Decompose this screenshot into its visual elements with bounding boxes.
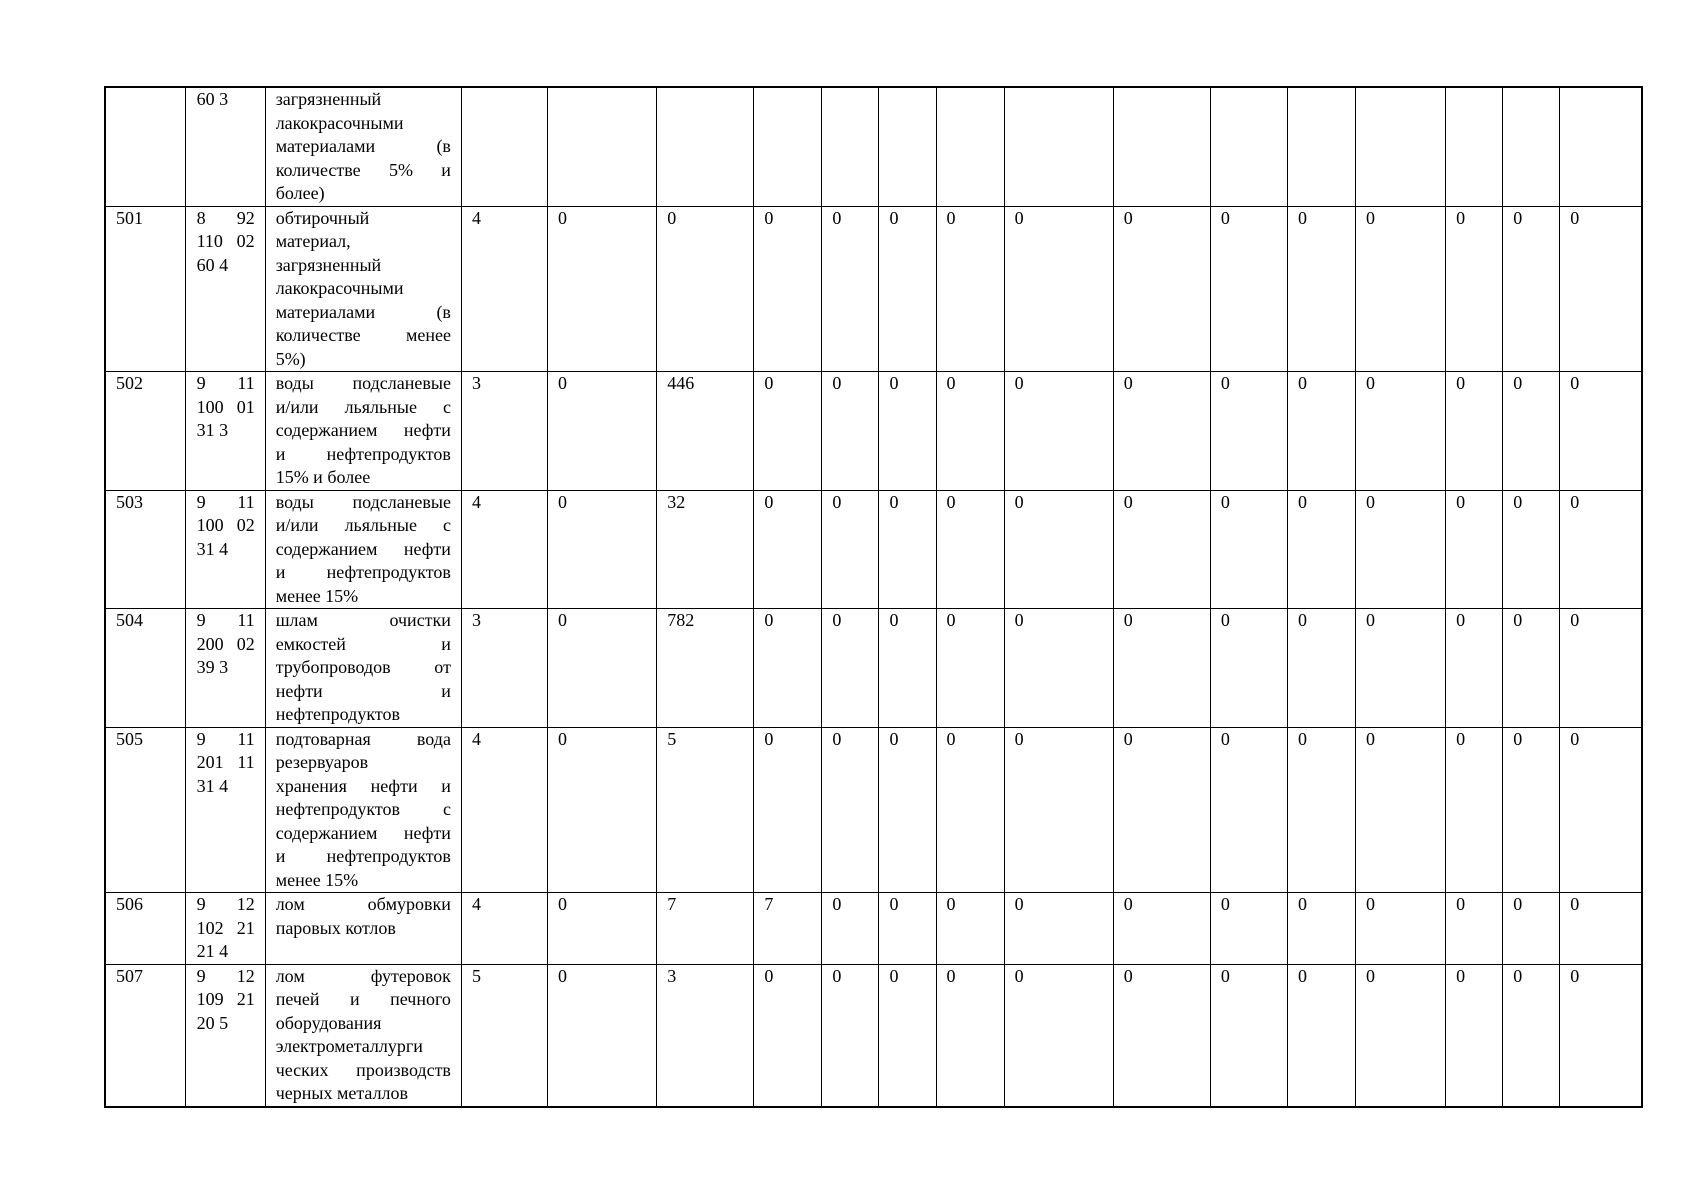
value-cell: 782 — [657, 609, 754, 728]
table-row — [105, 206, 1642, 372]
value-cell: 446 — [657, 372, 754, 491]
waste-name-line: лакокрасочными — [275, 278, 404, 298]
waste-name-cell — [265, 964, 461, 1107]
value-cell: 0 — [1004, 727, 1113, 893]
value-cell: 0 — [1356, 490, 1446, 609]
waste-name-line: 5%) — [275, 348, 306, 369]
value-cell — [1356, 87, 1446, 206]
waste-name-line: оборудования — [275, 1012, 382, 1033]
value-cell: 0 — [754, 206, 822, 372]
value-cell: 0 — [1287, 372, 1355, 491]
value-cell: 0 — [1503, 609, 1560, 728]
waste-name-line: материалами (в — [275, 301, 451, 322]
value-cell: 0 — [1446, 372, 1503, 491]
waste-name-cell — [265, 490, 461, 609]
value-cell: 0 — [1356, 372, 1446, 491]
value-cell: 0 — [1503, 490, 1560, 609]
value-cell: 0 — [754, 609, 822, 728]
waste-name-line: нефтепродуктов с — [275, 799, 451, 819]
value-cell — [879, 87, 936, 206]
waste-name-line: паровых котлов — [275, 917, 396, 938]
value-cell — [1560, 87, 1642, 206]
value-cell: 0 — [754, 490, 822, 609]
row-number-cell: 505 — [105, 727, 185, 893]
value-cell: 0 — [1113, 727, 1210, 893]
table-row — [105, 964, 1642, 1107]
row-number-cell: 507 — [105, 964, 185, 1107]
waste-name-line: лом обмуровки — [275, 894, 451, 914]
value-cell: 0 — [1503, 893, 1560, 965]
value-cell: 0 — [1210, 372, 1287, 491]
waste-code-line: 200 02 — [196, 633, 255, 654]
waste-name-line: лом футеровок — [275, 965, 451, 986]
waste-name-line: электрометаллурги — [275, 1036, 423, 1056]
waste-name-line: материалами (в — [275, 136, 451, 156]
waste-code-cell — [185, 490, 265, 609]
value-cell: 0 — [1287, 893, 1355, 965]
value-cell: 0 — [936, 206, 1004, 372]
hazard-class-cell: 3 — [461, 609, 547, 728]
value-cell: 0 — [548, 372, 657, 491]
value-cell: 0 — [1503, 206, 1560, 372]
value-cell: 0 — [822, 609, 879, 728]
value-cell: 0 — [1287, 727, 1355, 893]
value-cell — [1004, 87, 1113, 206]
table-row — [105, 609, 1642, 728]
value-cell — [1113, 87, 1210, 206]
waste-name-line: и нефтепродуктов — [275, 846, 451, 866]
waste-name-line: количестве 5% и — [275, 159, 451, 180]
value-cell: 0 — [548, 727, 657, 893]
value-cell: 0 — [1287, 609, 1355, 728]
waste-name-cell — [265, 206, 461, 372]
waste-name-line: менее 15% — [275, 869, 359, 890]
waste-name-line: содержанием нефти — [275, 538, 451, 559]
value-cell: 0 — [936, 964, 1004, 1107]
value-cell: 0 — [1287, 964, 1355, 1107]
value-cell: 32 — [657, 490, 754, 609]
value-cell: 0 — [754, 964, 822, 1107]
value-cell: 0 — [1210, 206, 1287, 372]
value-cell: 0 — [1004, 609, 1113, 728]
hazard-class-cell: 4 — [461, 490, 547, 609]
value-cell: 0 — [1287, 206, 1355, 372]
value-cell: 0 — [754, 727, 822, 893]
table-row — [105, 87, 1642, 206]
value-cell: 0 — [1356, 609, 1446, 728]
value-cell: 0 — [879, 609, 936, 728]
value-cell: 0 — [1446, 727, 1503, 893]
value-cell: 0 — [1210, 893, 1287, 965]
value-cell: 0 — [1446, 964, 1503, 1107]
waste-name-cell — [265, 87, 461, 206]
value-cell: 0 — [822, 490, 879, 609]
value-cell: 0 — [1446, 490, 1503, 609]
value-cell: 0 — [548, 964, 657, 1107]
waste-name-line: и/или льяльные с — [275, 515, 451, 535]
value-cell: 0 — [1113, 609, 1210, 728]
hazard-class-cell: 4 — [461, 206, 547, 372]
waste-name-line: воды подсланевые — [275, 491, 451, 512]
value-cell: 0 — [1004, 206, 1113, 372]
value-cell: 0 — [1560, 206, 1642, 372]
hazard-class-cell: 5 — [461, 964, 547, 1107]
value-cell: 0 — [822, 964, 879, 1107]
waste-name-cell — [265, 609, 461, 728]
waste-name-line: хранения нефти и — [275, 775, 451, 796]
waste-name-line: печей и печного — [275, 989, 451, 1009]
waste-code-line: 100 01 — [196, 396, 255, 417]
waste-name-line: подтоварная вода — [275, 728, 451, 749]
waste-name-line: обтирочный — [275, 207, 370, 228]
value-cell: 0 — [1113, 372, 1210, 491]
waste-name-line: воды подсланевые — [275, 373, 451, 393]
value-cell: 0 — [879, 206, 936, 372]
value-cell: 0 — [1210, 964, 1287, 1107]
waste-name-line: ческих производств — [275, 1059, 451, 1080]
row-number-cell: 503 — [105, 490, 185, 609]
waste-name-line: резервуаров — [275, 752, 369, 772]
waste-code-line: 110 02 — [196, 231, 255, 251]
value-cell — [754, 87, 822, 206]
value-cell: 0 — [1113, 893, 1210, 965]
value-cell: 0 — [1210, 490, 1287, 609]
waste-code-line: 8 92 — [196, 207, 255, 228]
waste-code-line: 100 02 — [196, 515, 255, 535]
value-cell: 0 — [936, 609, 1004, 728]
waste-name-cell — [265, 727, 461, 893]
waste-code-line: 20 5 — [196, 1012, 229, 1033]
waste-code-line: 9 12 — [196, 894, 255, 914]
value-cell: 0 — [1356, 964, 1446, 1107]
value-cell: 0 — [879, 372, 936, 491]
waste-name-line: черных металлов — [275, 1083, 409, 1103]
waste-name-line: шлам очистки — [275, 610, 451, 630]
waste-code-line: 60 3 — [196, 89, 229, 109]
waste-code-line: 9 11 — [196, 373, 255, 393]
value-cell: 0 — [879, 893, 936, 965]
waste-code-cell — [185, 727, 265, 893]
value-cell: 0 — [1210, 609, 1287, 728]
waste-code-cell — [185, 372, 265, 491]
value-cell: 0 — [548, 893, 657, 965]
value-cell: 0 — [1113, 206, 1210, 372]
waste-name-line: более) — [275, 183, 325, 203]
value-cell: 5 — [657, 727, 754, 893]
value-cell: 0 — [1560, 893, 1642, 965]
waste-name-line: загрязненный — [275, 254, 382, 275]
waste-name-line: и нефтепродуктов — [275, 443, 451, 464]
value-cell — [1287, 87, 1355, 206]
value-cell — [1446, 87, 1503, 206]
waste-code-line: 9 11 — [196, 610, 255, 630]
waste-code-line: 102 21 — [196, 917, 255, 938]
waste-name-line: загрязненный — [275, 89, 382, 109]
hazard-class-cell: 4 — [461, 727, 547, 893]
value-cell: 0 — [1560, 609, 1642, 728]
value-cell: 0 — [879, 964, 936, 1107]
waste-code-line: 39 3 — [196, 657, 229, 677]
waste-code-cell — [185, 893, 265, 965]
value-cell: 0 — [1356, 206, 1446, 372]
table-row — [105, 893, 1642, 965]
value-cell: 0 — [936, 372, 1004, 491]
table-body — [105, 87, 1642, 1107]
value-cell: 0 — [1503, 372, 1560, 491]
row-number-cell — [105, 87, 185, 206]
waste-code-cell — [185, 609, 265, 728]
value-cell: 0 — [936, 727, 1004, 893]
waste-code-cell — [185, 206, 265, 372]
value-cell: 0 — [1356, 893, 1446, 965]
waste-code-line: 9 12 — [196, 965, 255, 986]
table-row — [105, 727, 1642, 893]
value-cell: 0 — [822, 206, 879, 372]
value-cell: 0 — [1560, 964, 1642, 1107]
waste-name-cell — [265, 893, 461, 965]
value-cell: 0 — [1287, 490, 1355, 609]
waste-name-line: лакокрасочными — [275, 112, 404, 133]
row-number-cell: 501 — [105, 206, 185, 372]
value-cell: 7 — [657, 893, 754, 965]
value-cell — [822, 87, 879, 206]
value-cell: 0 — [1560, 372, 1642, 491]
waste-code-line: 60 4 — [196, 254, 229, 275]
waste-name-line: материал, — [275, 231, 351, 251]
value-cell: 7 — [754, 893, 822, 965]
waste-name-cell — [265, 372, 461, 491]
hazard-class-cell — [461, 87, 547, 206]
waste-name-line: менее 15% — [275, 585, 359, 606]
value-cell — [657, 87, 754, 206]
waste-name-line: и/или льяльные с — [275, 396, 451, 417]
value-cell: 3 — [657, 964, 754, 1107]
waste-table — [104, 86, 1643, 1108]
waste-name-line: 15% и более — [275, 467, 371, 487]
value-cell: 0 — [1446, 206, 1503, 372]
value-cell: 0 — [1503, 964, 1560, 1107]
value-cell: 0 — [1210, 727, 1287, 893]
row-number-cell: 506 — [105, 893, 185, 965]
value-cell: 0 — [1503, 727, 1560, 893]
waste-name-line: содержанием нефти — [275, 822, 451, 843]
waste-code-line: 31 4 — [196, 775, 229, 796]
waste-code-line: 201 11 — [196, 752, 255, 772]
value-cell — [936, 87, 1004, 206]
waste-code-line: 31 4 — [196, 538, 229, 559]
table-row — [105, 372, 1642, 491]
waste-code-cell — [185, 87, 265, 206]
waste-name-line: нефтепродуктов — [275, 704, 400, 724]
value-cell: 0 — [1356, 727, 1446, 893]
value-cell: 0 — [1113, 964, 1210, 1107]
value-cell: 0 — [822, 893, 879, 965]
row-number-cell: 504 — [105, 609, 185, 728]
waste-name-line: и нефтепродуктов — [275, 562, 451, 582]
waste-code-line: 9 11 — [196, 728, 255, 749]
waste-code-line: 31 3 — [196, 420, 229, 440]
value-cell: 0 — [1004, 372, 1113, 491]
waste-name-line: содержанием нефти — [275, 420, 451, 440]
hazard-class-cell: 4 — [461, 893, 547, 965]
value-cell: 0 — [657, 206, 754, 372]
value-cell: 0 — [548, 490, 657, 609]
value-cell: 0 — [1446, 893, 1503, 965]
value-cell: 0 — [1113, 490, 1210, 609]
waste-code-line: 109 21 — [196, 989, 255, 1009]
value-cell: 0 — [1004, 893, 1113, 965]
waste-code-line: 21 4 — [196, 941, 229, 961]
waste-name-line: количестве менее — [275, 325, 451, 345]
value-cell: 0 — [936, 893, 1004, 965]
value-cell: 0 — [548, 609, 657, 728]
waste-code-line: 9 11 — [196, 491, 255, 512]
waste-code-cell — [185, 964, 265, 1107]
value-cell — [1210, 87, 1287, 206]
value-cell: 0 — [1446, 609, 1503, 728]
waste-name-line: емкостей и — [275, 633, 451, 654]
value-cell: 0 — [754, 372, 822, 491]
waste-name-line: нефти и — [275, 680, 451, 701]
value-cell: 0 — [548, 206, 657, 372]
value-cell — [1503, 87, 1560, 206]
waste-name-line: трубопроводов от — [275, 657, 451, 677]
value-cell — [548, 87, 657, 206]
value-cell: 0 — [1560, 490, 1642, 609]
hazard-class-cell: 3 — [461, 372, 547, 491]
value-cell: 0 — [822, 372, 879, 491]
value-cell: 0 — [1560, 727, 1642, 893]
table-row — [105, 490, 1642, 609]
value-cell: 0 — [1004, 490, 1113, 609]
value-cell: 0 — [879, 727, 936, 893]
value-cell: 0 — [936, 490, 1004, 609]
value-cell: 0 — [1004, 964, 1113, 1107]
value-cell: 0 — [879, 490, 936, 609]
row-number-cell: 502 — [105, 372, 185, 491]
value-cell: 0 — [822, 727, 879, 893]
